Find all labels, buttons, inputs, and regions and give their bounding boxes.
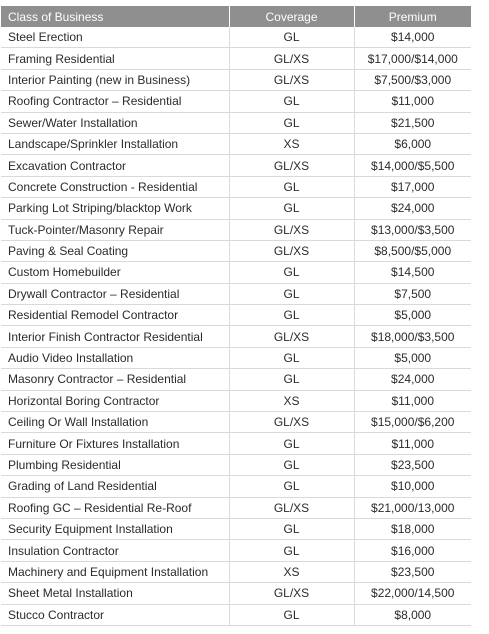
cell-premium: $17,000 bbox=[354, 176, 471, 197]
table-row bbox=[1, 48, 471, 69]
header-coverage: Coverage bbox=[229, 6, 354, 27]
table-row bbox=[1, 219, 471, 240]
cell-premium: $16,000 bbox=[354, 540, 471, 561]
table-body bbox=[1, 27, 471, 625]
table-row bbox=[1, 369, 471, 390]
table-row bbox=[1, 412, 471, 433]
cell-coverage: GL/XS bbox=[229, 326, 354, 347]
table-row bbox=[1, 604, 471, 625]
table-row bbox=[1, 283, 471, 304]
cell-premium: $22,000/14,500 bbox=[354, 583, 471, 604]
cell-premium: $5,000 bbox=[354, 347, 471, 368]
table-row bbox=[1, 454, 471, 475]
table-header bbox=[1, 6, 471, 27]
cell-class-of-business: Parking Lot Striping/blacktop Work bbox=[1, 198, 229, 219]
cell-coverage: GL bbox=[229, 91, 354, 112]
cell-premium: $24,000 bbox=[354, 198, 471, 219]
cell-premium: $18,000 bbox=[354, 518, 471, 539]
cell-coverage: GL bbox=[229, 454, 354, 475]
cell-premium: $7,500/$3,000 bbox=[354, 69, 471, 90]
table-row bbox=[1, 540, 471, 561]
cell-class-of-business: Ceiling Or Wall Installation bbox=[1, 412, 229, 433]
premium-table bbox=[1, 6, 471, 626]
table-row bbox=[1, 561, 471, 582]
table-row bbox=[1, 91, 471, 112]
cell-premium: $14,000 bbox=[354, 27, 471, 48]
header-class-of-business: Class of Business bbox=[1, 6, 229, 27]
cell-coverage: GL bbox=[229, 305, 354, 326]
table-row bbox=[1, 262, 471, 283]
cell-coverage: GL bbox=[229, 604, 354, 625]
cell-coverage: GL/XS bbox=[229, 219, 354, 240]
cell-coverage: GL bbox=[229, 369, 354, 390]
cell-class-of-business: Stucco Contractor bbox=[1, 604, 229, 625]
cell-premium: $24,000 bbox=[354, 369, 471, 390]
cell-coverage: GL bbox=[229, 283, 354, 304]
cell-class-of-business: Furniture Or Fixtures Installation bbox=[1, 433, 229, 454]
cell-coverage: XS bbox=[229, 561, 354, 582]
cell-coverage: GL bbox=[229, 176, 354, 197]
cell-class-of-business: Interior Finish Contractor Residential bbox=[1, 326, 229, 347]
cell-premium: $21,000/13,000 bbox=[354, 497, 471, 518]
cell-class-of-business: Horizontal Boring Contractor bbox=[1, 390, 229, 411]
cell-class-of-business: Concrete Construction - Residential bbox=[1, 176, 229, 197]
table-row bbox=[1, 476, 471, 497]
cell-coverage: GL/XS bbox=[229, 412, 354, 433]
cell-premium: $11,000 bbox=[354, 433, 471, 454]
table-row bbox=[1, 583, 471, 604]
cell-class-of-business: Landscape/Sprinkler Installation bbox=[1, 133, 229, 154]
cell-premium: $10,000 bbox=[354, 476, 471, 497]
cell-class-of-business: Sheet Metal Installation bbox=[1, 583, 229, 604]
cell-premium: $23,500 bbox=[354, 561, 471, 582]
table-row bbox=[1, 198, 471, 219]
cell-premium: $8,000 bbox=[354, 604, 471, 625]
cell-coverage: GL/XS bbox=[229, 583, 354, 604]
cell-coverage: GL/XS bbox=[229, 497, 354, 518]
cell-coverage: GL bbox=[229, 518, 354, 539]
cell-class-of-business: Framing Residential bbox=[1, 48, 229, 69]
cell-premium: $18,000/$3,500 bbox=[354, 326, 471, 347]
cell-coverage: GL bbox=[229, 27, 354, 48]
cell-class-of-business: Security Equipment Installation bbox=[1, 518, 229, 539]
header-premium: Premium bbox=[354, 6, 471, 27]
cell-coverage: GL bbox=[229, 198, 354, 219]
cell-class-of-business: Paving & Seal Coating bbox=[1, 240, 229, 261]
cell-premium: $7,500 bbox=[354, 283, 471, 304]
cell-premium: $6,000 bbox=[354, 133, 471, 154]
cell-coverage: GL bbox=[229, 540, 354, 561]
cell-coverage: GL bbox=[229, 347, 354, 368]
cell-coverage: GL/XS bbox=[229, 48, 354, 69]
table-row bbox=[1, 305, 471, 326]
header-row bbox=[1, 6, 471, 27]
table-row bbox=[1, 347, 471, 368]
table-row bbox=[1, 390, 471, 411]
cell-class-of-business: Masonry Contractor – Residential bbox=[1, 369, 229, 390]
cell-coverage: GL bbox=[229, 112, 354, 133]
table-row bbox=[1, 69, 471, 90]
table-row bbox=[1, 518, 471, 539]
table-row bbox=[1, 133, 471, 154]
cell-coverage: GL bbox=[229, 476, 354, 497]
cell-premium: $15,000/$6,200 bbox=[354, 412, 471, 433]
table-row bbox=[1, 497, 471, 518]
cell-premium: $17,000/$14,000 bbox=[354, 48, 471, 69]
cell-coverage: XS bbox=[229, 390, 354, 411]
cell-class-of-business: Drywall Contractor – Residential bbox=[1, 283, 229, 304]
cell-class-of-business: Interior Painting (new in Business) bbox=[1, 69, 229, 90]
table-row bbox=[1, 240, 471, 261]
cell-class-of-business: Tuck-Pointer/Masonry Repair bbox=[1, 219, 229, 240]
cell-premium: $11,000 bbox=[354, 390, 471, 411]
cell-premium: $14,500 bbox=[354, 262, 471, 283]
cell-class-of-business: Grading of Land Residential bbox=[1, 476, 229, 497]
cell-class-of-business: Residential Remodel Contractor bbox=[1, 305, 229, 326]
cell-premium: $11,000 bbox=[354, 91, 471, 112]
table-row bbox=[1, 433, 471, 454]
cell-premium: $14,000/$5,500 bbox=[354, 155, 471, 176]
table-row bbox=[1, 27, 471, 48]
cell-class-of-business: Roofing Contractor – Residential bbox=[1, 91, 229, 112]
cell-coverage: GL/XS bbox=[229, 69, 354, 90]
table-row bbox=[1, 176, 471, 197]
table-row bbox=[1, 112, 471, 133]
cell-coverage: XS bbox=[229, 133, 354, 154]
cell-coverage: GL/XS bbox=[229, 240, 354, 261]
cell-class-of-business: Insulation Contractor bbox=[1, 540, 229, 561]
cell-coverage: GL/XS bbox=[229, 155, 354, 176]
cell-premium: $21,500 bbox=[354, 112, 471, 133]
cell-premium: $13,000/$3,500 bbox=[354, 219, 471, 240]
cell-class-of-business: Custom Homebuilder bbox=[1, 262, 229, 283]
cell-class-of-business: Plumbing Residential bbox=[1, 454, 229, 475]
cell-class-of-business: Excavation Contractor bbox=[1, 155, 229, 176]
cell-premium: $23,500 bbox=[354, 454, 471, 475]
cell-class-of-business: Audio Video Installation bbox=[1, 347, 229, 368]
cell-class-of-business: Sewer/Water Installation bbox=[1, 112, 229, 133]
table-row bbox=[1, 326, 471, 347]
cell-class-of-business: Steel Erection bbox=[1, 27, 229, 48]
table-row bbox=[1, 155, 471, 176]
cell-premium: $8,500/$5,000 bbox=[354, 240, 471, 261]
cell-class-of-business: Machinery and Equipment Installation bbox=[1, 561, 229, 582]
cell-class-of-business: Roofing GC – Residential Re-Roof bbox=[1, 497, 229, 518]
cell-premium: $5,000 bbox=[354, 305, 471, 326]
cell-coverage: GL bbox=[229, 262, 354, 283]
cell-coverage: GL bbox=[229, 433, 354, 454]
